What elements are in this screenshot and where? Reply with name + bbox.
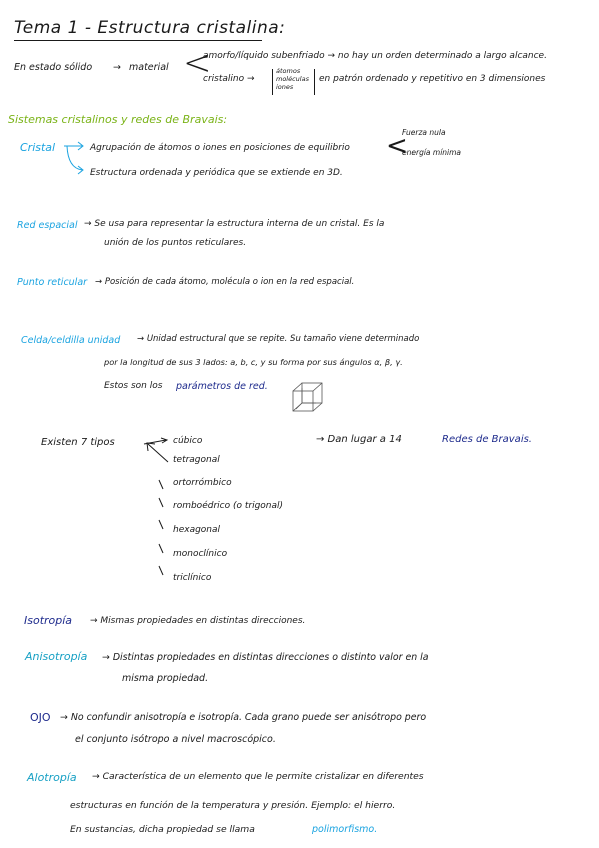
tipos-arrows xyxy=(142,438,172,584)
celda-line3-b: parámetros de red. xyxy=(176,381,268,392)
solid-lead: En estado sólido xyxy=(14,62,93,73)
isotropia-line1: → Mismas propiedades en distintas direcciones. xyxy=(90,616,306,626)
title-underline xyxy=(14,40,262,41)
ojo-line1: → No confundir anisotropía e isotropía. Cada grano puede ser anisótropo pero xyxy=(60,712,427,723)
sub-moleculas: moléculas xyxy=(276,75,309,83)
tipos-result-b: Redes de Bravais. xyxy=(442,434,532,445)
celda-line1: → Unidad estructural que se repite. Su tamaño viene determinado xyxy=(137,334,420,344)
tipo-monoclinico: monoclínico xyxy=(173,549,228,559)
alotropia-line1: → Característica de un elemento que le permite cristalizar en diferentes xyxy=(92,771,424,782)
tipos-result-a: → Dan lugar a 14 xyxy=(316,434,402,445)
red-espacial-line1: → Se usa para representar la estructura interna de un cristal. Es la xyxy=(84,219,385,229)
celda-line2: por la longitud de sus 3 lados: a, b, c, y su forma por sus ángulos α, β, γ. xyxy=(104,357,403,367)
term-celda-unidad: Celda/celdilla unidad xyxy=(21,335,121,346)
cristal-arrows xyxy=(64,142,88,178)
celda-line3-a: Estos son los xyxy=(104,381,163,391)
tipo-romboedrico: romboédrico (o trigonal) xyxy=(173,501,284,511)
bracket-line-right xyxy=(314,69,315,95)
ojo-line2: el conjunto isótropo a nivel macroscópico. xyxy=(75,734,276,745)
red-espacial-line2: unión de los puntos reticulares. xyxy=(104,238,247,248)
solid-arrow: → xyxy=(113,62,121,73)
brace-small-icon: < xyxy=(386,131,408,161)
cristal-fuerza: Fuerza nula xyxy=(402,128,446,137)
term-isotropia: Isotropía xyxy=(24,614,73,627)
alotropia-line2: estructuras en función de la temperatura y presión. Ejemplo: el hierro. xyxy=(70,800,396,811)
cristal-line1: Agrupación de átomos o iones en posiciones de equilibrio xyxy=(90,143,350,153)
tipo-ortorrombico: ortorrómbico xyxy=(173,478,232,488)
sub-iones: iones xyxy=(276,83,294,91)
alotropia-line3-b: polimorfismo. xyxy=(312,824,378,835)
anisotropia-line1: → Distintas propiedades en distintas direcciones o distinto valor en la xyxy=(102,652,429,663)
term-red-espacial: Red espacial xyxy=(17,220,78,231)
tipos-lead: Existen 7 tipos xyxy=(41,437,115,448)
brace-left-icon: < xyxy=(183,43,212,83)
tipo-cubico: cúbico xyxy=(173,436,203,446)
tipo-hexagonal: hexagonal xyxy=(173,525,221,535)
solid-material: material xyxy=(129,62,169,73)
cristal-energia: energía mínima xyxy=(402,148,462,157)
term-anisotropia: Anisotropía xyxy=(25,650,88,663)
bracket-line xyxy=(272,69,273,95)
page-title: Tema 1 - Estructura cristalina: xyxy=(14,18,286,38)
solid-cristalino: cristalino → xyxy=(203,74,255,84)
term-punto-reticular: Punto reticular xyxy=(17,277,88,288)
term-cristal: Cristal xyxy=(20,141,56,154)
anisotropia-line2: misma propiedad. xyxy=(122,673,209,684)
solid-amorfo: amorfo/líquido subenfriado → no hay un orden determinado a largo alcance. xyxy=(203,51,547,61)
sub-atomos: átomos xyxy=(276,67,301,75)
term-ojo: OJO xyxy=(30,711,51,724)
tipo-triclinico: triclínico xyxy=(173,573,212,583)
term-alotropia: Alotropía xyxy=(27,771,77,784)
punto-reticular-line1: → Posición de cada átomo, molécula o ion en la red espacial. xyxy=(95,277,355,287)
alotropia-line3-a: En sustancias, dicha propiedad se llama xyxy=(70,824,255,835)
solid-cristalino-tail: en patrón ordenado y repetitivo en 3 dimensiones xyxy=(319,74,546,84)
unit-cell-icon xyxy=(292,382,326,414)
cristal-line2: Estructura ordenada y periódica que se extiende en 3D. xyxy=(90,168,343,178)
tipo-tetragonal: tetragonal xyxy=(173,455,220,465)
section-heading: Sistemas cristalinos y redes de Bravais: xyxy=(8,113,228,126)
